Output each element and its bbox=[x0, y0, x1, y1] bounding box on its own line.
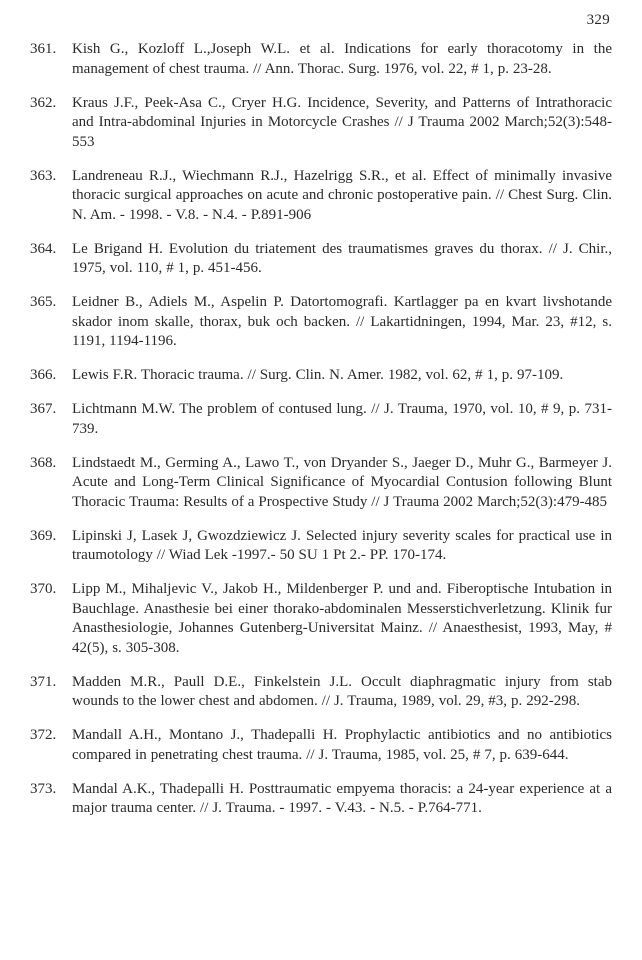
reference-number: 373. bbox=[30, 780, 57, 797]
reference-text: Lipinski J, Lasek J, Gwozdziewicz J. Selected injury severity scales for practical use in traumotology // Wiad Lek -1997.- 50 SU 1 Pt 2.- PP. 170-174. bbox=[72, 527, 612, 563]
reference-number: 372. bbox=[30, 727, 57, 743]
reference-text: Mandal A.K., Thadepalli H. Posttraumatic empyema thoracis: a 24-year experience at a major trauma center. // J. Trauma. - 1997. - V.43. - N.5. - P.764-771. bbox=[72, 780, 612, 816]
reference-number: 369. bbox=[30, 527, 57, 544]
reference-text: Le Brigand H. Evolution du triatement des traumatismes graves du thorax. // J. Chir., 1975, vol. 110, # 1, p. 451-456. bbox=[72, 240, 612, 276]
reference-item bbox=[30, 94, 612, 153]
reference-number: 362. bbox=[30, 94, 57, 111]
reference-number: 368. bbox=[30, 454, 57, 471]
reference-text: Mandall A.H., Montano J., Thadepalli H. Prophylactic antibiotics and no antibiotics compared in penetrating chest trauma. // J. Trauma, 1985, vol. 25, # 7, p. 639-644. bbox=[72, 727, 612, 763]
reference-text: Lipp M., Mihaljevic V., Jakob H., Mildenberger P. und and. Fiberoptische Intubation in Bauchlage. Anasthesie bei einer thorako-abdominalen Messerstichverletzung. Klinik fur Anasthesiologie, Johannes Gutenberg-Universitat Mainz. // Anaesthesist, 1993, May, # 42(5), s. 305-308. bbox=[72, 581, 612, 656]
reference-text: Kraus J.F., Peek-Asa C., Cryer H.G. Incidence, Severity, and Patterns of Intrathoracic and Intra-abdominal Injuries in Motorcycle Crashes // J Trauma 2002 March;52(3):548-553 bbox=[72, 94, 612, 150]
reference-text: Kish G., Kozloff L.,Joseph W.L. et al. Indications for early thoracotomy in the management of chest trauma. // Ann. Thorac. Surg. 1976, vol. 22, # 1, p. 23-28. bbox=[72, 41, 612, 77]
reference-item bbox=[30, 293, 612, 352]
reference-number: 364. bbox=[30, 240, 57, 257]
reference-item bbox=[30, 240, 612, 279]
reference-item bbox=[30, 454, 612, 513]
reference-number: 366. bbox=[30, 367, 57, 383]
reference-text: Lewis F.R. Thoracic trauma. // Surg. Clin. N. Amer. 1982, vol. 62, # 1, p. 97-109. bbox=[72, 367, 564, 383]
reference-item bbox=[30, 400, 612, 439]
reference-item bbox=[30, 780, 612, 819]
reference-number: 363. bbox=[30, 167, 57, 184]
reference-number: 371. bbox=[30, 673, 57, 690]
reference-number: 370. bbox=[30, 581, 57, 597]
reference-text: Lindstaedt M., Germing A., Lawo T., von Dryander S., Jaeger D., Muhr G., Barmeyer J. Acute and Long-Term Clinical Significance of Myocardial Contusion following Blunt Thoracic Trauma: Results of a Prospective Study // J Trauma 2002 March;52(3):479-485 bbox=[72, 454, 612, 510]
reference-item bbox=[30, 726, 612, 765]
page-number: 329 bbox=[586, 12, 610, 28]
reference-text: Lichtmann M.W. The problem of contused lung. // J. Trauma, 1970, vol. 10, # 9, p. 731-739. bbox=[72, 401, 612, 437]
reference-item bbox=[30, 527, 612, 566]
reference-text: Landreneau R.J., Wiechmann R.J., Hazelrigg S.R., et al. Effect of minimally invasive thoracic surgical approaches on acute and chronic postoperative pain. // Chest Surg. Clin. N. Am. - 1998. - V.8. - N.4. - P.891-906 bbox=[72, 167, 612, 223]
reference-number: 367. bbox=[30, 401, 57, 417]
reference-item bbox=[30, 673, 612, 712]
reference-number: 361. bbox=[30, 41, 57, 57]
reference-number: 365. bbox=[30, 294, 57, 310]
reference-text: Leidner B., Adiels M., Aspelin P. Datortomografi. Kartlagger pa en kvart livshotande skador inom skalle, thorax, buk och backen. // Lakartidningen, 1994, Mar. 23, #12, s. 1191, 1194-1196. bbox=[72, 294, 612, 349]
reference-item bbox=[30, 366, 612, 386]
reference-list bbox=[30, 40, 612, 833]
reference-text: Madden M.R., Paull D.E., Finkelstein J.L. Occult diaphragmatic injury from stab wounds to the lower chest and abdomen. // J. Trauma, 1989, vol. 29, #3, p. 292-298. bbox=[72, 673, 612, 709]
reference-item bbox=[30, 167, 612, 226]
reference-item bbox=[30, 580, 612, 658]
reference-item bbox=[30, 40, 612, 79]
